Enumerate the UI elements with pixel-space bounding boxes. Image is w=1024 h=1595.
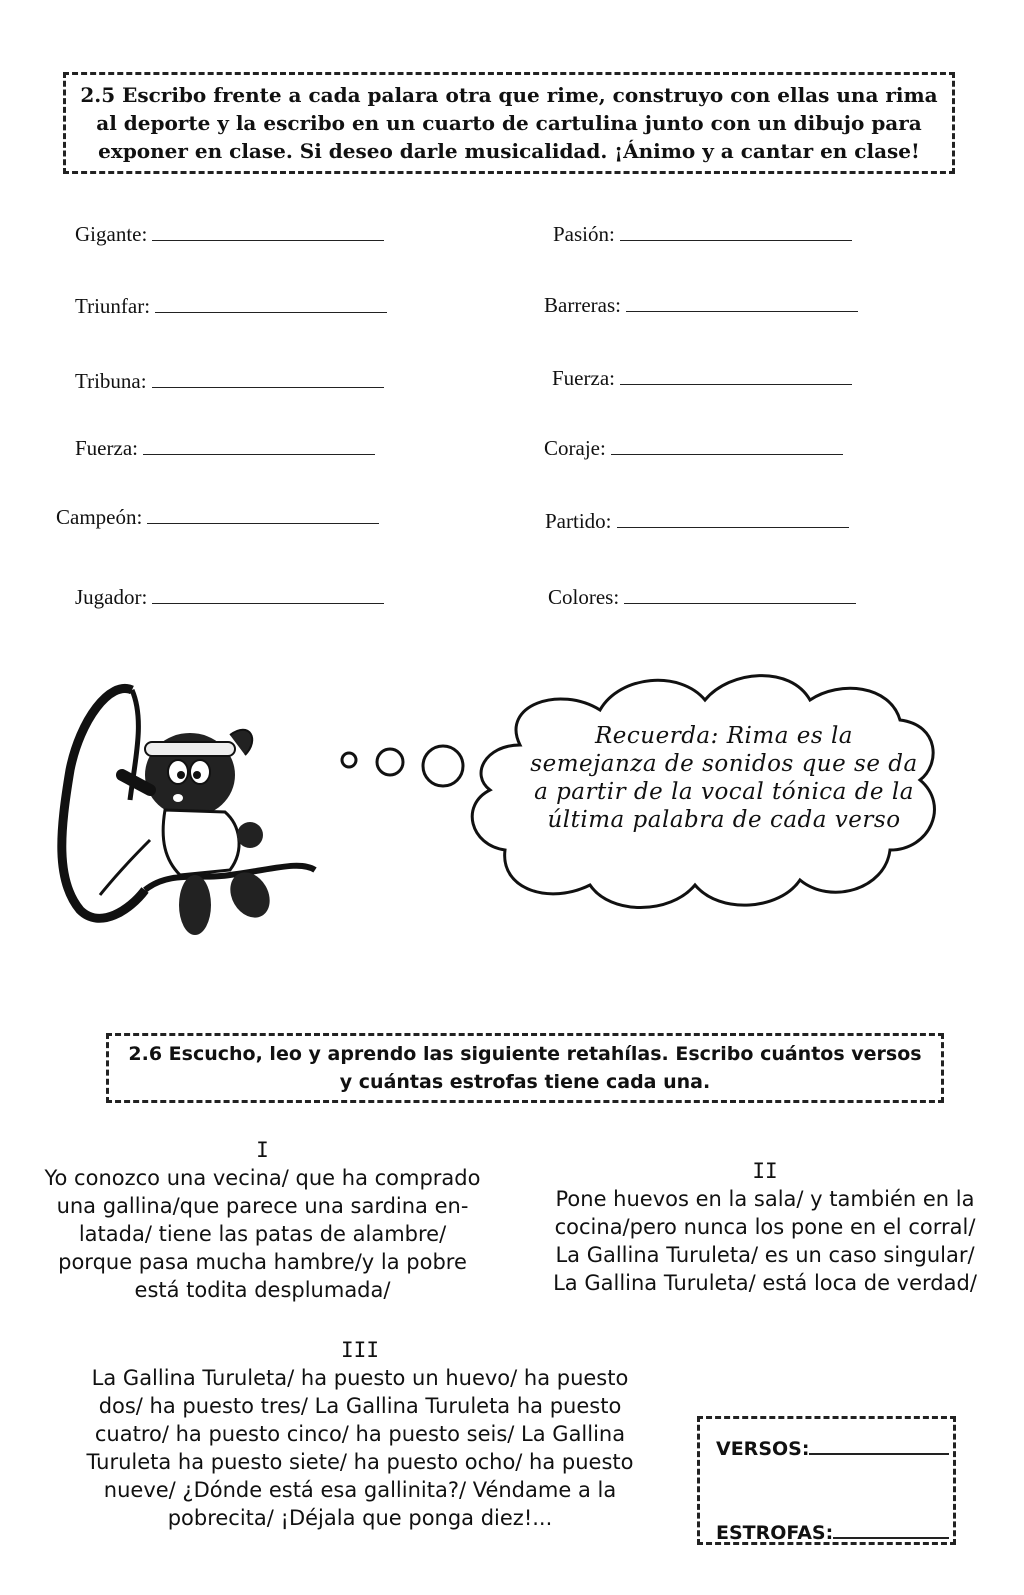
rhyme-word: Jugador: xyxy=(75,585,148,609)
versos-answer-line[interactable] xyxy=(809,1433,949,1455)
rhyme-word: Partido: xyxy=(545,509,612,533)
rhyme-word: Colores: xyxy=(548,585,620,609)
rhyme-field-coraje xyxy=(544,436,843,461)
rhyme-field-partido xyxy=(545,509,849,534)
answer-line[interactable] xyxy=(152,585,384,604)
instruction-2-6-text: 2.6 Escucho, leo y aprendo las siguiente retahílas. Escribo cuántos versos y cuántas estrofas tiene cada una. xyxy=(128,1043,922,1093)
verse-number: I xyxy=(256,1138,269,1162)
rhyme-word: Coraje: xyxy=(544,436,606,460)
verse-block-1 xyxy=(40,1136,485,1304)
verse-text: Yo conozco una vecina/ que ha comprado una gallina/que parece una sardina en-latada/ tiene las patas de alambre/ porque pasa mucha hambre/y la pobre está todita desplumada/ xyxy=(44,1166,481,1302)
verse-text: La Gallina Turuleta/ ha puesto un huevo/ ha puesto dos/ ha puesto tres/ La Gallina Turuleta ha puesto cuatro/ ha puesto cinco/ ha puesto seis/ La Gallina Turuleta ha puesto siete/ ha puesto ocho/ ha puesto nueve/ ¿Dónde está esa gallinita?/ Véndame a la pobrecita/ ¡Déjala que ponga diez!... xyxy=(86,1366,634,1530)
versos-label: VERSOS: xyxy=(716,1438,810,1460)
gymnast-girl-illustration xyxy=(50,680,340,970)
answer-line[interactable] xyxy=(155,294,387,313)
answer-line[interactable] xyxy=(624,585,856,604)
answer-line[interactable] xyxy=(152,222,384,241)
answer-line[interactable] xyxy=(147,505,379,524)
instruction-2-5-text: 2.5 Escribo frente a cada palara otra que rime, construyo con ellas una rima al deporte y la escribo en un cuarto de cartulina junto con un dibujo para exponer en clase. Si deseo darle musicalidad. ¡Ánimo y a cantar en clase! xyxy=(80,83,938,163)
instruction-box-2-6 xyxy=(106,1033,944,1103)
rhyme-field-fuerza-left xyxy=(75,436,375,461)
rhyme-word: Tribuna: xyxy=(75,369,147,393)
rhyme-word: Fuerza: xyxy=(552,366,615,390)
answer-line[interactable] xyxy=(626,293,858,312)
rhyme-word: Campeón: xyxy=(56,505,143,529)
answer-line[interactable] xyxy=(152,369,384,388)
answer-line[interactable] xyxy=(620,222,852,241)
rhyme-field-pasion xyxy=(553,222,852,247)
rhyme-field-barreras xyxy=(544,293,858,318)
versos-row xyxy=(716,1433,949,1460)
verse-block-2 xyxy=(550,1157,980,1297)
verse-number: II xyxy=(752,1159,778,1183)
rhyme-field-gigante xyxy=(75,222,384,247)
estrofas-label: ESTROFAS: xyxy=(716,1522,834,1544)
estrofas-answer-line[interactable] xyxy=(833,1517,949,1539)
answer-line[interactable] xyxy=(617,509,849,528)
rhyme-word: Fuerza: xyxy=(75,436,138,460)
estrofas-row xyxy=(716,1517,949,1544)
rhyme-field-campeon xyxy=(56,505,379,530)
verse-block-3 xyxy=(75,1336,645,1532)
rhyme-word: Triunfar: xyxy=(75,294,151,318)
rhyme-word: Pasión: xyxy=(553,222,615,246)
rhyme-reminder-text: Recuerda: Rima es la semejanza de sonidos que se da a partir de la vocal tónica de la última palabra de cada verso xyxy=(530,723,918,833)
verse-text: Pone huevos en la sala/ y también en la cocina/pero nunca los pone en el corral/ La Gallina Turuleta/ es un caso singular/ La Gallina Turuleta/ está loca de verdad/ xyxy=(553,1187,977,1295)
rhyme-field-jugador xyxy=(75,585,384,610)
answer-line[interactable] xyxy=(143,436,375,455)
answer-box xyxy=(697,1416,956,1545)
rhyme-word: Barreras: xyxy=(544,293,621,317)
instruction-box-2-5 xyxy=(63,72,955,174)
rhyme-word: Gigante: xyxy=(75,222,148,246)
answer-line[interactable] xyxy=(620,366,852,385)
rhyme-field-tribuna xyxy=(75,369,384,394)
rhyme-field-fuerza-right xyxy=(552,366,852,391)
answer-line[interactable] xyxy=(611,436,843,455)
rhyme-field-colores xyxy=(548,585,856,610)
rhyme-field-triunfar xyxy=(75,294,387,319)
verse-number: III xyxy=(341,1338,379,1362)
